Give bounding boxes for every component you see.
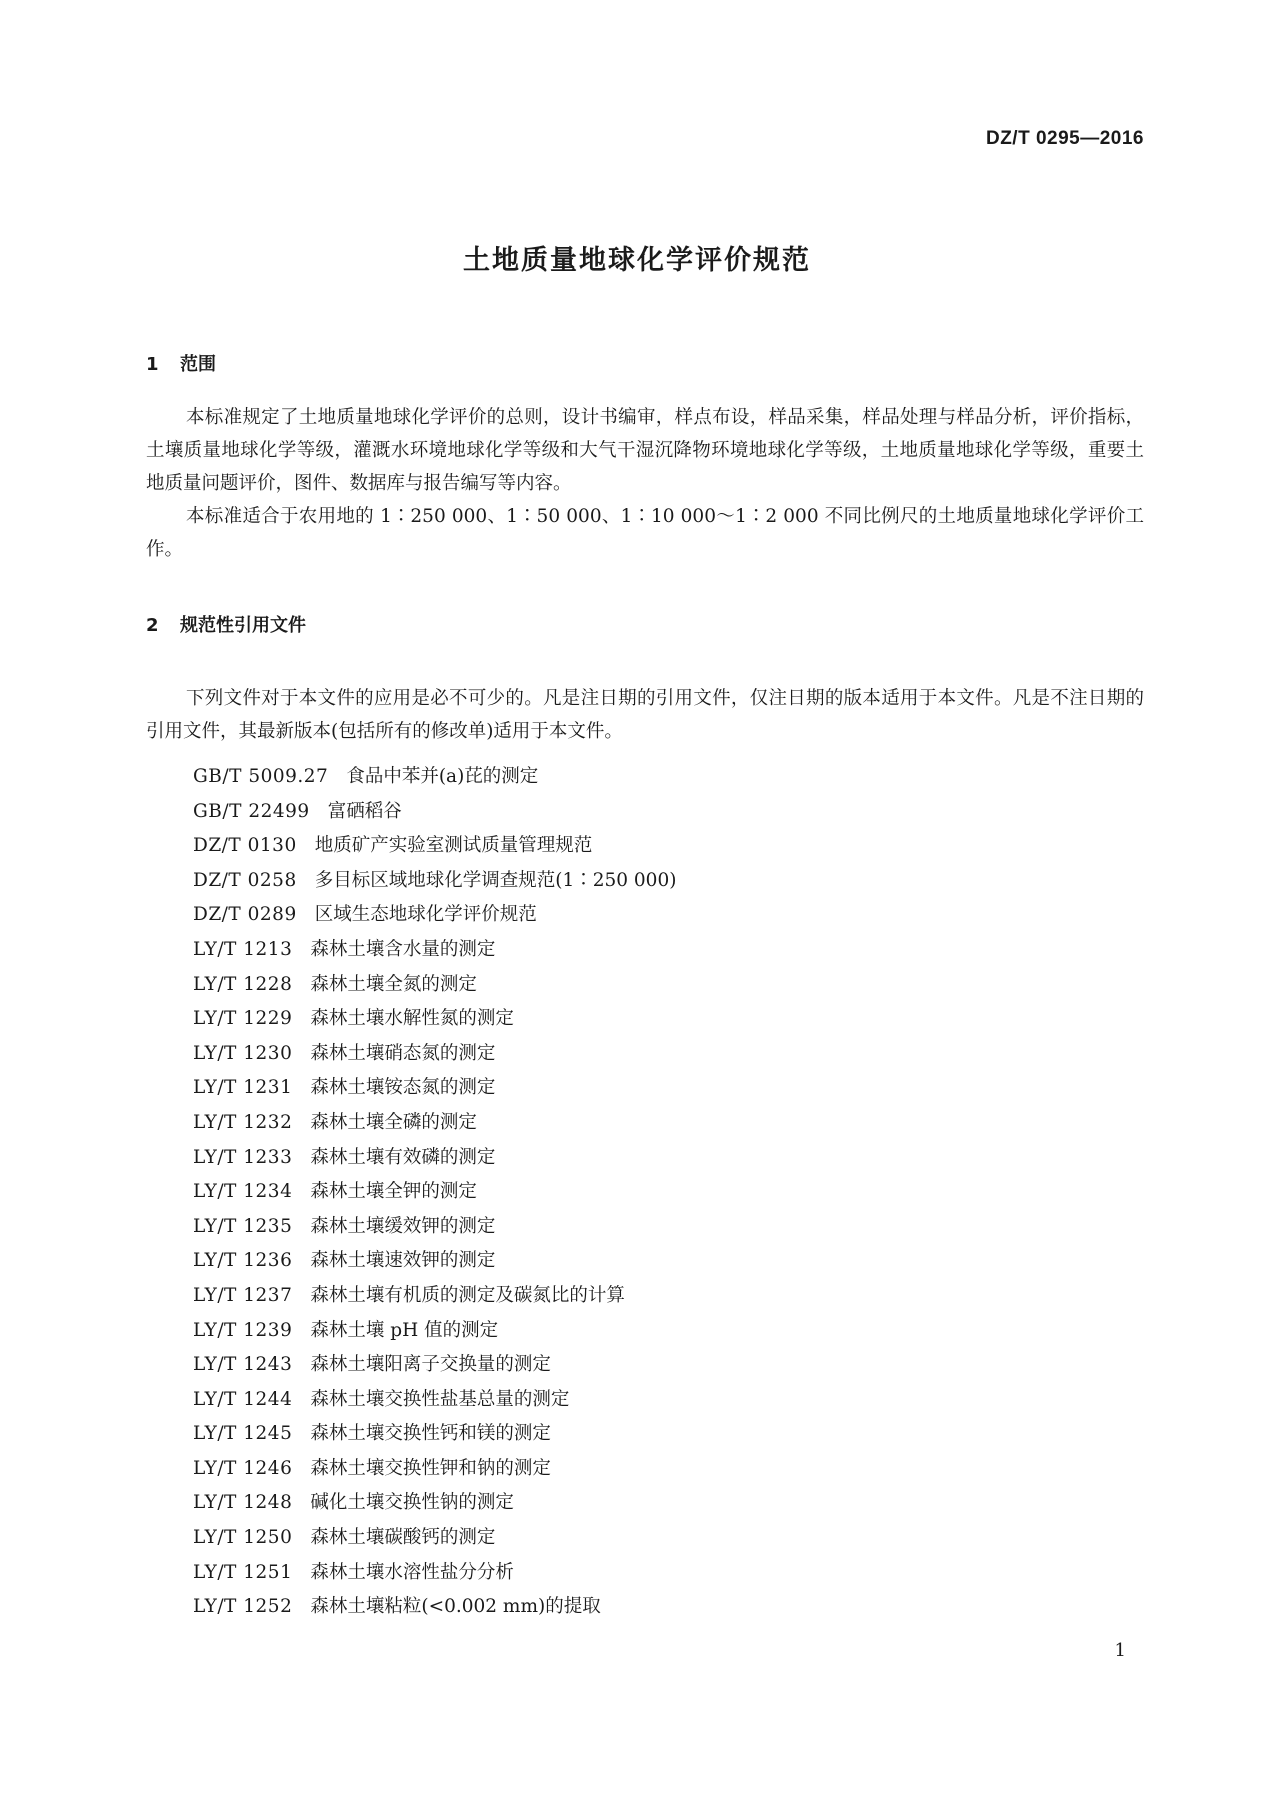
reference-code: GB/T 22499 xyxy=(193,800,310,822)
reference-item xyxy=(193,1385,676,1420)
reference-item xyxy=(193,1316,676,1351)
reference-code: LY/T 1245 xyxy=(193,1423,293,1445)
reference-title: 森林土壤阳离子交换量的测定 xyxy=(310,1354,551,1376)
section-1-heading xyxy=(146,350,216,376)
reference-item xyxy=(193,1177,676,1212)
reference-item xyxy=(193,935,676,970)
reference-code: LY/T 1230 xyxy=(193,1042,293,1064)
reference-item xyxy=(193,1523,676,1558)
reference-code: DZ/T 0130 xyxy=(193,835,297,857)
section-1-number: 1 xyxy=(146,354,159,375)
reference-title: 森林土壤水解性氮的测定 xyxy=(310,1008,514,1030)
reference-title: 森林土壤粘粒(<0.002 mm)的提取 xyxy=(310,1596,601,1618)
reference-code: LY/T 1232 xyxy=(193,1111,293,1133)
reference-code: LY/T 1250 xyxy=(193,1527,293,1549)
reference-code: GB/T 5009.27 xyxy=(193,766,329,787)
reference-item xyxy=(193,900,676,935)
reference-title: 森林土壤交换性盐基总量的测定 xyxy=(310,1388,570,1410)
reference-code: LY/T 1252 xyxy=(193,1596,293,1618)
reference-item xyxy=(193,1246,676,1281)
reference-code: LY/T 1248 xyxy=(193,1492,293,1514)
standard-code: DZ/T 0295—2016 xyxy=(985,128,1144,149)
reference-title: 碱化土壤交换性钠的测定 xyxy=(310,1492,514,1514)
reference-title: 食品中苯并(a)芘的测定 xyxy=(346,766,539,787)
reference-title: 森林土壤有效磷的测定 xyxy=(310,1146,496,1168)
reference-code: LY/T 1228 xyxy=(193,973,293,995)
reference-title: 多目标区域地球化学调查规范(1∶250 000) xyxy=(314,869,677,891)
reference-code: LY/T 1239 xyxy=(193,1319,293,1341)
reference-title: 森林土壤全氮的测定 xyxy=(310,973,477,995)
reference-item xyxy=(193,762,676,797)
reference-code: LY/T 1234 xyxy=(193,1181,293,1203)
reference-item xyxy=(193,1592,676,1627)
reference-code: LY/T 1213 xyxy=(193,938,293,960)
section-2-intro: 下列文件对于本文件的应用是必不可少的。凡是注日期的引用文件，仅注日期的版本适用于本文件。凡是不注日期的引用文件，其最新版本(包括所有的修改单)适用于本文件。 xyxy=(146,688,1144,742)
reference-title: 森林土壤 pH 值的测定 xyxy=(310,1319,499,1341)
section-1-paragraph-1: 本标准规定了土地质量地球化学评价的总则，设计书编审，样点布设，样品采集，样品处理与样品分析，评价指标，土壤质量地球化学等级，灌溉水环境地球化学等级和大气干湿沉降物环境地球化学等级，土地质量地球化学等级，重要土地质量问题评价，图件、数据库与报告编写等内容。 xyxy=(146,407,1144,494)
reference-title: 区域生态地球化学评价规范 xyxy=(314,904,537,926)
section-1-title: 范围 xyxy=(180,354,216,375)
reference-code: DZ/T 0289 xyxy=(193,904,297,926)
reference-item xyxy=(193,866,676,901)
reference-code: LY/T 1235 xyxy=(193,1215,293,1237)
reference-title: 森林土壤交换性钙和镁的测定 xyxy=(310,1423,551,1445)
reference-title: 森林土壤速效钾的测定 xyxy=(310,1250,496,1272)
reference-code: LY/T 1244 xyxy=(193,1388,293,1410)
document-title: 土地质量地球化学评价规范 xyxy=(463,245,811,276)
reference-code: LY/T 1231 xyxy=(193,1077,293,1099)
reference-title: 富硒稻谷 xyxy=(327,800,402,822)
reference-item xyxy=(193,1350,676,1385)
reference-title: 森林土壤有机质的测定及碳氮比的计算 xyxy=(310,1284,625,1306)
reference-item xyxy=(193,1212,676,1247)
reference-item xyxy=(193,970,676,1005)
section-1-paragraph-2: 本标准适合于农用地的 1∶250 000、1∶50 000、1∶10 000～1∶2 000 不同比例尺的土地质量地球化学评价工作。 xyxy=(146,506,1144,560)
reference-title: 森林土壤碳酸钙的测定 xyxy=(310,1527,496,1549)
reference-item xyxy=(193,797,676,832)
reference-item xyxy=(193,1419,676,1454)
reference-code: LY/T 1236 xyxy=(193,1250,293,1272)
reference-title: 森林土壤硝态氮的测定 xyxy=(310,1042,496,1064)
reference-title: 森林土壤交换性钾和钠的测定 xyxy=(310,1457,551,1479)
reference-code: DZ/T 0258 xyxy=(193,869,297,891)
reference-code: LY/T 1251 xyxy=(193,1561,293,1583)
section-2-title: 规范性引用文件 xyxy=(180,615,306,636)
reference-item xyxy=(193,1454,676,1489)
reference-title: 森林土壤含水量的测定 xyxy=(310,938,496,960)
reference-item xyxy=(193,831,676,866)
section-2-number: 2 xyxy=(146,615,159,636)
reference-item xyxy=(193,1488,676,1523)
reference-item xyxy=(193,1073,676,1108)
reference-title: 地质矿产实验室测试质量管理规范 xyxy=(314,835,593,857)
reference-code: LY/T 1237 xyxy=(193,1284,293,1306)
reference-code: LY/T 1246 xyxy=(193,1457,293,1479)
reference-code: LY/T 1229 xyxy=(193,1008,293,1030)
reference-item xyxy=(193,1004,676,1039)
page-number: 1 xyxy=(1114,1640,1126,1661)
reference-item xyxy=(193,1039,676,1074)
reference-item xyxy=(193,1143,676,1178)
reference-list xyxy=(193,762,676,1627)
section-2-heading xyxy=(146,611,306,637)
reference-title: 森林土壤全钾的测定 xyxy=(310,1181,477,1203)
reference-title: 森林土壤铵态氮的测定 xyxy=(310,1077,496,1099)
reference-title: 森林土壤水溶性盐分分析 xyxy=(310,1561,514,1583)
reference-title: 森林土壤缓效钾的测定 xyxy=(310,1215,496,1237)
reference-code: LY/T 1243 xyxy=(193,1354,293,1376)
reference-item xyxy=(193,1108,676,1143)
reference-title: 森林土壤全磷的测定 xyxy=(310,1111,477,1133)
reference-item xyxy=(193,1281,676,1316)
reference-code: LY/T 1233 xyxy=(193,1146,293,1168)
reference-item xyxy=(193,1558,676,1593)
